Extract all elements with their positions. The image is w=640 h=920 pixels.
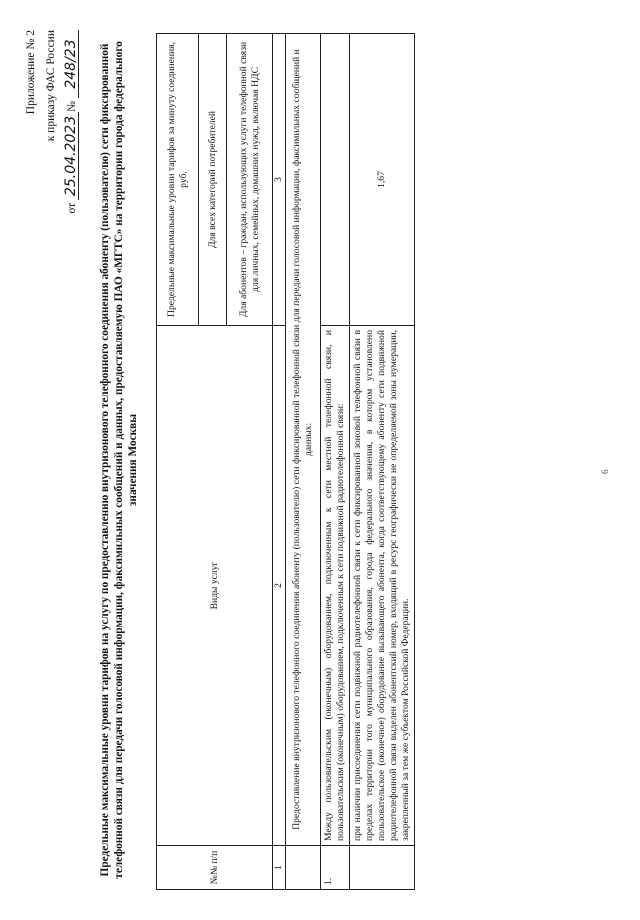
document-title: Предельные максимальные уровни тарифов на услугу по предоставлению внутризонового телефонного соединения абоненту (пользователю) сети фиксированной телефонной связи для передачи голосовой информации, факсимильных сообщений и данных, предоставляемую ПАО «МГТС» на территории города федерального значения Москвы — [99, 41, 139, 879]
row2-value-cell — [350, 34, 415, 326]
header-all-categories: Для всех категорий потребителей — [206, 110, 218, 249]
header-num-cell — [157, 846, 273, 890]
row1-value-cell — [321, 34, 350, 326]
header-citizens-cell — [227, 34, 273, 326]
appendix-label: Приложение № 2 — [25, 30, 37, 115]
header-tariff-group-cell — [157, 34, 199, 326]
handwritten-number: 248/23 — [64, 30, 79, 98]
row1-service — [321, 326, 350, 846]
header-tariff-group: Предельные максимальные уровни тарифов за минуту соединения, руб. — [165, 42, 189, 317]
from-prefix: от — [66, 202, 78, 214]
row2-text: при наличии присоединения сети подвижной радиотелефонной связи к сети фиксированной зоновой телефонной связи в пределах территории того муниципального образования, города федерального значения, в котором установлено пользовательское (оконечное) оборудование вызывающего абонента, когда соответствующему абоненту сети подвижной радиотелефонной связи выделен абонентский номер, входящий в ресурс географически не определяемой зоны нумерации, закрепленный за тем же субъектом Российской Федерации. — [352, 330, 411, 841]
col-number-2: 2 — [273, 326, 286, 846]
row1-text: Между пользовательским (оконечным) оборудованием, подключенным к сети местной телефонной связи, и пользовательским (оконечным) оборудованием, подключенным к сети подвижной радиотелефонной связи: — [323, 330, 346, 841]
section-text: Предоставление внутризонового телефонного соединения абоненту (пользователю) сети фиксированной телефонной связи для передачи голосовой информации, факсимильных сообщений и данных: — [291, 49, 314, 830]
order-reference: к приказу ФАС России — [45, 30, 57, 142]
order-date-number — [64, 30, 80, 214]
col-number-3: 3 — [273, 34, 286, 326]
header-all-categories-cell — [199, 34, 227, 326]
number-prefix: № — [66, 100, 78, 112]
header-services-cell — [157, 326, 273, 846]
row1-num: 1. — [323, 877, 334, 885]
col-number-1: 1 — [273, 846, 286, 890]
row2-service — [350, 326, 415, 846]
header-services: Виды услуг — [208, 561, 220, 610]
page-number: 6 — [600, 469, 610, 474]
row2-value: 1,67 — [376, 171, 387, 188]
section-num-cell — [286, 846, 321, 890]
handwritten-date: 25.04.2023 — [64, 112, 79, 200]
header-num: №№ п/п — [208, 850, 220, 885]
tariff-table — [156, 33, 415, 890]
row1-num-cell — [321, 846, 350, 890]
section-header — [286, 34, 321, 846]
header-citizens: Для абонентов – граждан, использующих услуги телефонной связи для личных, семейных, домашних нужд, включая НДС — [237, 41, 261, 318]
row2-num-cell — [350, 846, 415, 890]
